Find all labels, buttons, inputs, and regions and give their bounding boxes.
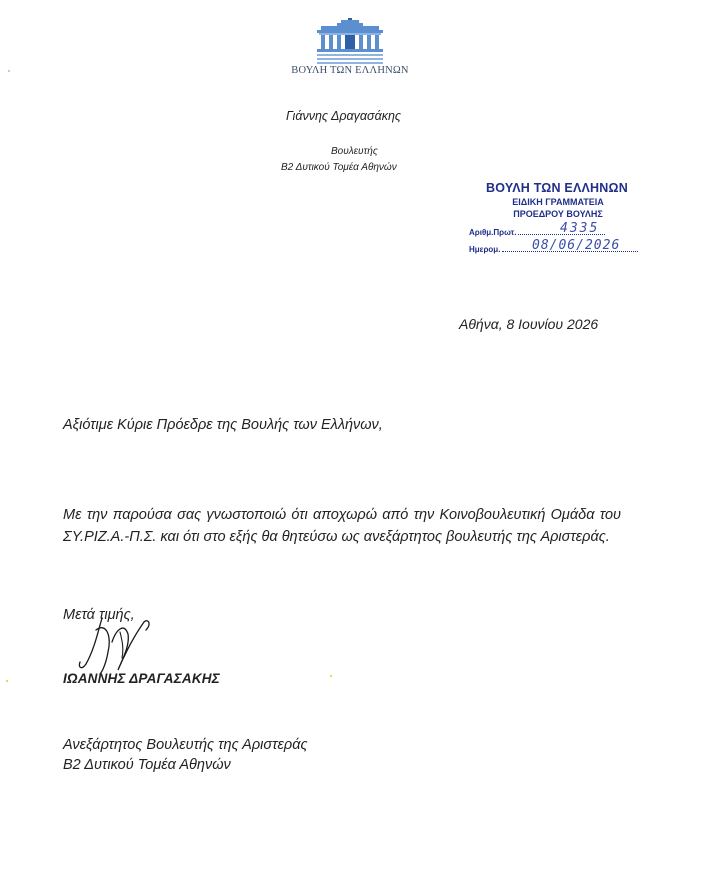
stamp-organization: ΒΟΥΛΗ ΤΩΝ ΕΛΛΗΝΩΝ bbox=[486, 181, 628, 195]
letter-body: Με την παρούσα σας γνωστοποιώ ότι αποχωρώ από την Κοινοβουλευτική Ομάδα του ΣΥ.ΡΙΖ.Α.-Π.Σ. και ότι στο εξής θα θητεύσω ως ανεξάρτητος βουλευτής της Αριστεράς. bbox=[63, 507, 621, 545]
stamp-protocol-label: Αριθμ.Πρωτ. bbox=[469, 228, 517, 237]
parliament-caption: ΒΟΥΛΗ ΤΩΝ ΕΛΛΗΝΩΝ bbox=[291, 65, 409, 76]
stamp-department-line1: ΕΙΔΙΚΗ ΓΡΑΜΜΑΤΕΙΑ bbox=[512, 197, 604, 207]
registration-stamp bbox=[467, 181, 647, 261]
stamp-department bbox=[499, 196, 617, 220]
parliament-building-icon bbox=[317, 18, 383, 64]
sender-district: Β2 Δυτικού Τομέα Αθηνών bbox=[281, 162, 397, 173]
salutation: Αξιότιμε Κύριε Πρόεδρε της Βουλής των Ελλήνων, bbox=[63, 417, 383, 433]
stamp-date-value: 08/06/2026 bbox=[532, 238, 621, 253]
scan-speck bbox=[8, 70, 10, 72]
scan-speck bbox=[330, 675, 332, 677]
stamp-date-label: Ημερομ. bbox=[469, 245, 501, 254]
signer-role: Ανεξάρτητος Βουλευτής της Αριστεράς bbox=[63, 737, 308, 753]
signer-name: ΙΩΑΝΝΗΣ ΔΡΑΓΑΣΑΚΗΣ bbox=[63, 671, 220, 686]
sender-name: Γιάννης Δραγασάκης bbox=[286, 109, 401, 123]
signer-district: Β2 Δυτικού Τομέα Αθηνών bbox=[63, 757, 231, 773]
closing: Μετά τιμής, bbox=[63, 607, 135, 623]
letter-date: Αθήνα, 8 Ιουνίου 2026 bbox=[459, 316, 599, 332]
stamp-department-line2: ΠΡΟΕΔΡΟΥ ΒΟΥΛΗΣ bbox=[513, 209, 603, 219]
stamp-protocol-number: 4335 bbox=[560, 221, 600, 236]
handwritten-signature bbox=[72, 612, 162, 677]
sender-title: Βουλευτής bbox=[331, 146, 378, 157]
scan-speck bbox=[6, 680, 8, 682]
